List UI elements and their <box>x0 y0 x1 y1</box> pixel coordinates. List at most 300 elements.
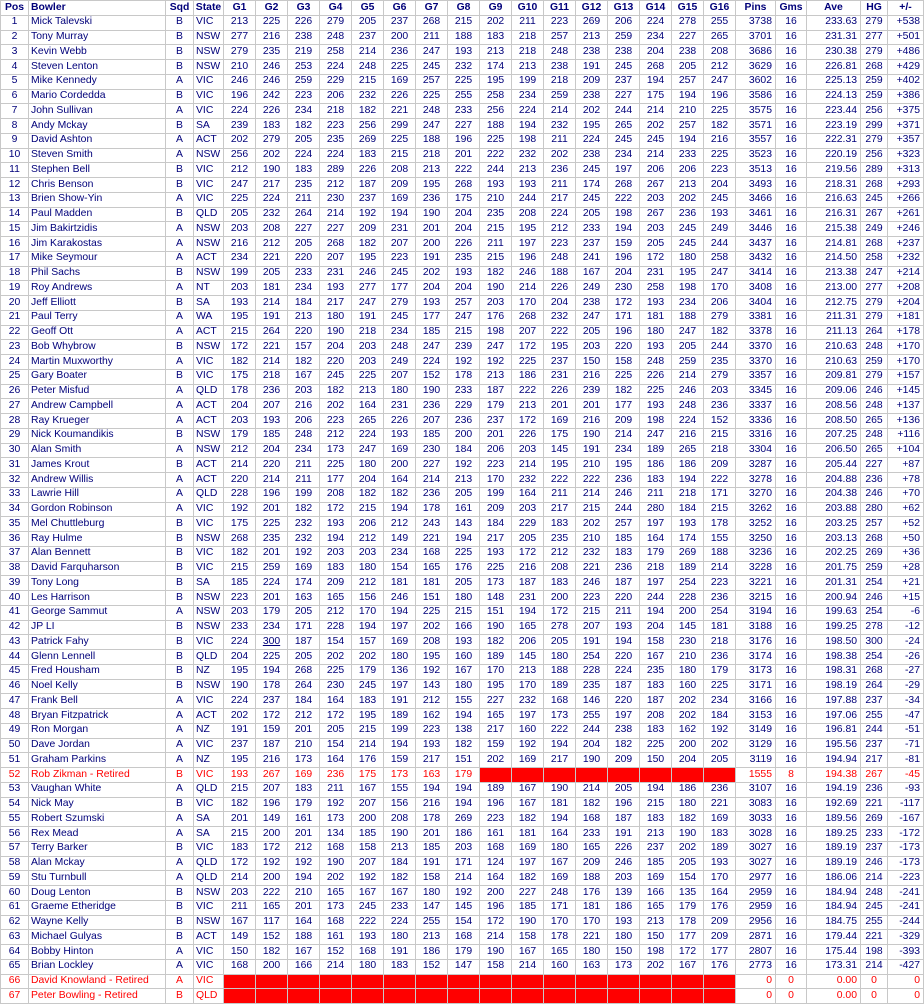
plus-minus-cell: -427 <box>888 959 924 974</box>
game-score-cell: 195 <box>608 458 640 473</box>
game-score-cell: 244 <box>512 192 544 207</box>
game-score-cell: 248 <box>288 428 320 443</box>
games-cell: 16 <box>776 797 807 812</box>
game-score-cell: 210 <box>288 886 320 901</box>
game-score-cell: 187 <box>608 812 640 827</box>
game-score-cell: 193 <box>320 281 352 296</box>
plus-minus-cell: -71 <box>888 738 924 753</box>
game-score-cell: 199 <box>224 266 256 281</box>
game-score-cell: 248 <box>544 886 576 901</box>
game-score-cell: 233 <box>576 222 608 237</box>
game-score-cell: 268 <box>224 532 256 547</box>
game-score-cell: 169 <box>704 812 736 827</box>
game-score-cell: 186 <box>512 369 544 384</box>
game-score-cell: 149 <box>256 812 288 827</box>
games-cell: 16 <box>776 399 807 414</box>
pos-cell: 52 <box>1 768 29 783</box>
game-score-cell: 220 <box>288 251 320 266</box>
state-cell: NSW <box>194 886 224 901</box>
squad-cell: B <box>166 119 194 134</box>
table-row <box>1 605 924 620</box>
game-score-cell: 171 <box>608 310 640 325</box>
table-row <box>1 148 924 163</box>
game-score-cell: 172 <box>640 251 672 266</box>
game-score-cell: 172 <box>608 296 640 311</box>
game-score-cell: 202 <box>576 104 608 119</box>
plus-minus-cell: -329 <box>888 930 924 945</box>
table-body <box>1 15 924 1003</box>
high-game-cell: 269 <box>861 546 888 561</box>
average-cell: 198.38 <box>807 650 861 665</box>
game-score-cell: 175 <box>640 89 672 104</box>
game-score-cell: 194 <box>512 605 544 620</box>
games-cell: 16 <box>776 45 807 60</box>
game-score-cell: 170 <box>704 281 736 296</box>
game-score-cell: 158 <box>352 841 384 856</box>
game-score-cell: 242 <box>256 89 288 104</box>
plus-minus-cell: -241 <box>888 900 924 915</box>
table-row <box>1 428 924 443</box>
state-cell: SA <box>194 812 224 827</box>
plus-minus-cell: +323 <box>888 148 924 163</box>
average-cell: 213.38 <box>807 266 861 281</box>
high-game-cell: 259 <box>861 74 888 89</box>
high-game-cell: 279 <box>861 15 888 30</box>
game-score-cell: 176 <box>352 753 384 768</box>
plus-minus-cell: +386 <box>888 89 924 104</box>
game-score-cell: 182 <box>704 119 736 134</box>
state-cell: QLD <box>194 650 224 665</box>
game-score-cell: 193 <box>480 178 512 193</box>
game-score-cell: 202 <box>672 709 704 724</box>
bowler-name-cell: Alan Bennett <box>29 546 166 561</box>
game-score-cell: 167 <box>448 664 480 679</box>
game-score-cell: 183 <box>288 782 320 797</box>
game-score-cell: 264 <box>288 679 320 694</box>
game-score-cell: 172 <box>256 709 288 724</box>
game-score-cell: 205 <box>448 487 480 502</box>
game-score-cell: 212 <box>288 709 320 724</box>
pos-cell: 20 <box>1 296 29 311</box>
pins-cell: 3701 <box>736 30 776 45</box>
game-score-cell: 187 <box>640 694 672 709</box>
table-row <box>1 753 924 768</box>
bowler-name-cell: Peter Bowling - Retired <box>29 989 166 1004</box>
game-score-cell: 238 <box>608 723 640 738</box>
state-cell: NSW <box>194 620 224 635</box>
pos-cell: 60 <box>1 886 29 901</box>
game-score-cell: 208 <box>544 561 576 576</box>
squad-cell: A <box>166 723 194 738</box>
game-score-cell: 173 <box>320 443 352 458</box>
game-score-cell: 206 <box>480 443 512 458</box>
game-score-cell: 207 <box>384 369 416 384</box>
game-score-cell: 221 <box>576 930 608 945</box>
high-game-cell: 214 <box>861 871 888 886</box>
pos-cell: 55 <box>1 812 29 827</box>
average-cell: 208.50 <box>807 414 861 429</box>
game-score-cell: 182 <box>480 266 512 281</box>
plus-minus-cell: +116 <box>888 428 924 443</box>
high-game-cell: 254 <box>861 576 888 591</box>
game-score-cell: 204 <box>224 399 256 414</box>
state-cell: NSW <box>194 30 224 45</box>
pins-cell: 3378 <box>736 325 776 340</box>
game-score-cell: 203 <box>224 886 256 901</box>
game-score-cell: 178 <box>672 915 704 930</box>
game-score-cell <box>256 974 288 989</box>
column-header-g8: G8 <box>448 1 480 16</box>
high-game-cell: 279 <box>861 45 888 60</box>
game-score-cell: 232 <box>576 546 608 561</box>
game-score-cell: 204 <box>448 281 480 296</box>
game-score-cell: 186 <box>416 945 448 960</box>
squad-cell: B <box>166 886 194 901</box>
game-score-cell: 246 <box>256 60 288 75</box>
high-game-cell: 244 <box>861 723 888 738</box>
bowler-name-cell: John Sullivan <box>29 104 166 119</box>
pos-cell: 24 <box>1 355 29 370</box>
game-score-cell: 269 <box>672 546 704 561</box>
game-score-cell: 179 <box>224 428 256 443</box>
pins-cell: 3404 <box>736 296 776 311</box>
game-score-cell: 213 <box>512 399 544 414</box>
average-cell: 226.81 <box>807 60 861 75</box>
game-score-cell: 175 <box>224 369 256 384</box>
game-score-cell: 183 <box>352 148 384 163</box>
average-cell: 223.19 <box>807 119 861 134</box>
game-score-cell: 179 <box>352 664 384 679</box>
game-score-cell: 214 <box>256 296 288 311</box>
state-cell: VIC <box>194 841 224 856</box>
games-cell: 16 <box>776 561 807 576</box>
state-cell: QLD <box>194 384 224 399</box>
game-score-cell: 249 <box>704 222 736 237</box>
high-game-cell: 278 <box>861 620 888 635</box>
game-score-cell: 188 <box>544 664 576 679</box>
game-score-cell: 214 <box>352 738 384 753</box>
state-cell: NSW <box>194 222 224 237</box>
game-score-cell: 215 <box>704 428 736 443</box>
table-row <box>1 458 924 473</box>
game-score-cell: 214 <box>416 473 448 488</box>
pins-cell: 3221 <box>736 576 776 591</box>
game-score-cell: 213 <box>672 178 704 193</box>
game-score-cell: 170 <box>512 296 544 311</box>
game-score-cell <box>640 989 672 1004</box>
game-score-cell: 203 <box>576 340 608 355</box>
bowler-name-cell: Andy Mckay <box>29 119 166 134</box>
game-score-cell: 183 <box>224 841 256 856</box>
game-score-cell: 269 <box>448 812 480 827</box>
game-score-cell: 194 <box>448 532 480 547</box>
game-score-cell: 200 <box>480 886 512 901</box>
state-cell: SA <box>194 576 224 591</box>
game-score-cell: 179 <box>672 900 704 915</box>
game-score-cell: 230 <box>320 192 352 207</box>
game-score-cell: 180 <box>672 251 704 266</box>
game-score-cell: 224 <box>544 207 576 222</box>
pos-cell: 1 <box>1 15 29 30</box>
pins-cell: 3153 <box>736 709 776 724</box>
column-header-g1: G1 <box>224 1 256 16</box>
column-header-g5: G5 <box>352 1 384 16</box>
games-cell: 16 <box>776 487 807 502</box>
game-score-cell: 269 <box>352 133 384 148</box>
game-score-cell: 185 <box>416 428 448 443</box>
game-score-cell: 207 <box>352 797 384 812</box>
squad-cell: B <box>166 900 194 915</box>
game-score-cell: 244 <box>608 104 640 119</box>
game-score-cell: 213 <box>480 45 512 60</box>
game-score-cell: 212 <box>416 694 448 709</box>
game-score-cell: 231 <box>544 369 576 384</box>
game-score-cell: 178 <box>416 502 448 517</box>
game-score-cell: 213 <box>576 30 608 45</box>
squad-cell: B <box>166 428 194 443</box>
game-score-cell: 194 <box>608 635 640 650</box>
game-score-cell: 151 <box>416 591 448 606</box>
average-cell: 199.25 <box>807 620 861 635</box>
game-score-cell: 215 <box>576 502 608 517</box>
game-score-cell: 245 <box>320 369 352 384</box>
average-cell: 200.94 <box>807 591 861 606</box>
pos-cell: 53 <box>1 782 29 797</box>
bowler-name-cell: Alan Mckay <box>29 856 166 871</box>
game-score-cell: 194 <box>640 605 672 620</box>
plus-minus-cell: 0 <box>888 974 924 989</box>
game-score-cell: 165 <box>576 841 608 856</box>
game-score-cell: 167 <box>288 945 320 960</box>
game-score-cell: 184 <box>704 709 736 724</box>
game-score-cell: 225 <box>256 15 288 30</box>
game-score-cell: 203 <box>352 340 384 355</box>
game-score-cell: 233 <box>384 900 416 915</box>
plus-minus-cell: -12 <box>888 620 924 635</box>
game-score-cell: 195 <box>416 178 448 193</box>
game-score-cell: 215 <box>448 605 480 620</box>
game-score-cell: 206 <box>288 414 320 429</box>
game-score-cell: 202 <box>256 148 288 163</box>
high-game-cell: 254 <box>861 605 888 620</box>
game-score-cell: 246 <box>256 74 288 89</box>
table-row <box>1 473 924 488</box>
pins-cell: 3027 <box>736 856 776 871</box>
bowler-name-cell: Rex Mead <box>29 827 166 842</box>
game-score-cell: 172 <box>224 856 256 871</box>
table-row <box>1 237 924 252</box>
game-score-cell: 203 <box>512 443 544 458</box>
game-score-cell: 212 <box>352 576 384 591</box>
game-score-cell: 145 <box>544 443 576 458</box>
game-score-cell: 234 <box>704 694 736 709</box>
squad-cell: B <box>166 15 194 30</box>
game-score-cell: 224 <box>384 915 416 930</box>
game-score-cell: 180 <box>672 797 704 812</box>
game-score-cell: 249 <box>384 355 416 370</box>
column-header-g2: G2 <box>256 1 288 16</box>
game-score-cell: 182 <box>256 945 288 960</box>
game-score-cell: 218 <box>512 45 544 60</box>
game-score-cell: 210 <box>480 192 512 207</box>
game-score-cell: 168 <box>576 812 608 827</box>
game-score-cell: 192 <box>704 723 736 738</box>
table-row <box>1 974 924 989</box>
game-score-cell: 216 <box>672 428 704 443</box>
game-score-cell: 183 <box>640 679 672 694</box>
pins-cell: 3129 <box>736 738 776 753</box>
game-score-cell: 206 <box>320 89 352 104</box>
games-cell: 16 <box>776 900 807 915</box>
state-cell: NSW <box>194 591 224 606</box>
game-score-cell: 152 <box>704 414 736 429</box>
game-score-cell <box>448 989 480 1004</box>
game-score-cell: 255 <box>576 709 608 724</box>
game-score-cell: 245 <box>576 192 608 207</box>
game-score-cell: 167 <box>384 886 416 901</box>
game-score-cell: 190 <box>576 753 608 768</box>
game-score-cell: 280 <box>640 502 672 517</box>
bowler-name-cell: Tony Long <box>29 576 166 591</box>
game-score-cell: 204 <box>576 738 608 753</box>
game-score-cell: 203 <box>224 222 256 237</box>
squad-cell: B <box>166 915 194 930</box>
pos-cell: 67 <box>1 989 29 1004</box>
table-row <box>1 281 924 296</box>
game-score-cell: 247 <box>704 74 736 89</box>
game-score-cell: 213 <box>384 841 416 856</box>
game-score-cell: 180 <box>544 841 576 856</box>
pos-cell: 48 <box>1 709 29 724</box>
table-row <box>1 89 924 104</box>
pins-cell: 3586 <box>736 89 776 104</box>
game-score-cell: 193 <box>640 399 672 414</box>
pos-cell: 56 <box>1 827 29 842</box>
game-score-cell: 199 <box>512 74 544 89</box>
table-row <box>1 296 924 311</box>
game-score-cell: 205 <box>288 237 320 252</box>
plus-minus-cell: +232 <box>888 251 924 266</box>
table-row <box>1 546 924 561</box>
table-row <box>1 310 924 325</box>
squad-cell: A <box>166 827 194 842</box>
state-cell: VIC <box>194 635 224 650</box>
game-score-cell: 201 <box>224 812 256 827</box>
game-score-cell: 195 <box>480 679 512 694</box>
games-cell: 16 <box>776 384 807 399</box>
game-score-cell: 165 <box>256 900 288 915</box>
game-score-cell: 229 <box>320 74 352 89</box>
high-game-cell: 217 <box>861 753 888 768</box>
game-score-cell: 223 <box>544 237 576 252</box>
game-score-cell: 204 <box>320 340 352 355</box>
game-score-cell: 193 <box>448 635 480 650</box>
pos-cell: 37 <box>1 546 29 561</box>
bowler-name-cell: Steven Lenton <box>29 60 166 75</box>
game-score-cell: 143 <box>416 679 448 694</box>
pins-cell: 3171 <box>736 679 776 694</box>
game-score-cell: 225 <box>480 133 512 148</box>
game-score-cell: 201 <box>256 502 288 517</box>
high-game-cell: 277 <box>861 281 888 296</box>
average-cell: 199.63 <box>807 605 861 620</box>
average-cell: 198.50 <box>807 635 861 650</box>
game-score-cell: 214 <box>640 148 672 163</box>
games-cell: 16 <box>776 532 807 547</box>
game-score-cell: 207 <box>416 414 448 429</box>
game-score-cell: 236 <box>704 399 736 414</box>
state-cell: NSW <box>194 266 224 281</box>
game-score-cell: 194 <box>384 502 416 517</box>
pins-cell: 3437 <box>736 237 776 252</box>
game-score-cell: 225 <box>416 605 448 620</box>
game-score-cell: 214 <box>224 871 256 886</box>
game-score-cell: 259 <box>544 89 576 104</box>
game-score-cell: 217 <box>544 502 576 517</box>
game-score-cell: 117 <box>256 915 288 930</box>
game-score-cell: 200 <box>384 30 416 45</box>
game-score-cell <box>288 989 320 1004</box>
game-score-cell: 205 <box>576 325 608 340</box>
game-score-cell: 244 <box>640 591 672 606</box>
bowler-name-cell: Les Harrison <box>29 591 166 606</box>
game-score-cell: 221 <box>256 340 288 355</box>
game-score-cell: 255 <box>416 915 448 930</box>
game-score-cell: 258 <box>704 251 736 266</box>
game-score-cell: 248 <box>384 340 416 355</box>
game-score-cell: 248 <box>416 104 448 119</box>
game-score-cell: 179 <box>448 768 480 783</box>
game-score-cell: 215 <box>224 827 256 842</box>
bowler-name-cell: Gary Boater <box>29 369 166 384</box>
game-score-cell: 199 <box>480 487 512 502</box>
game-score-cell: 204 <box>672 753 704 768</box>
pins-cell: 3236 <box>736 546 776 561</box>
game-score-cell: 184 <box>448 443 480 458</box>
state-cell: VIC <box>194 163 224 178</box>
table-row <box>1 709 924 724</box>
game-score-cell: 217 <box>480 723 512 738</box>
squad-cell: A <box>166 694 194 709</box>
game-score-cell: 205 <box>672 856 704 871</box>
game-score-cell: 214 <box>512 458 544 473</box>
game-score-cell: 209 <box>352 222 384 237</box>
game-score-cell: 238 <box>544 60 576 75</box>
state-cell: NZ <box>194 753 224 768</box>
game-score-cell: 161 <box>480 827 512 842</box>
game-score-cell: 224 <box>256 576 288 591</box>
game-score-cell: 238 <box>608 45 640 60</box>
game-score-cell: 209 <box>704 915 736 930</box>
game-score-cell: 213 <box>416 930 448 945</box>
game-score-cell: 196 <box>704 89 736 104</box>
game-score-cell: 265 <box>672 443 704 458</box>
game-score-cell: 195 <box>544 340 576 355</box>
pos-cell: 10 <box>1 148 29 163</box>
game-score-cell: 236 <box>608 561 640 576</box>
bowler-name-cell: Dave Jordan <box>29 738 166 753</box>
game-score-cell: 190 <box>384 827 416 842</box>
game-score-cell: 204 <box>640 45 672 60</box>
game-score-cell: 199 <box>384 723 416 738</box>
pins-cell: 3345 <box>736 384 776 399</box>
pins-cell: 2977 <box>736 871 776 886</box>
game-score-cell: 214 <box>544 104 576 119</box>
state-cell: VIC <box>194 694 224 709</box>
game-score-cell: 180 <box>384 384 416 399</box>
game-score-cell: 180 <box>640 325 672 340</box>
game-score-cell: 216 <box>224 237 256 252</box>
